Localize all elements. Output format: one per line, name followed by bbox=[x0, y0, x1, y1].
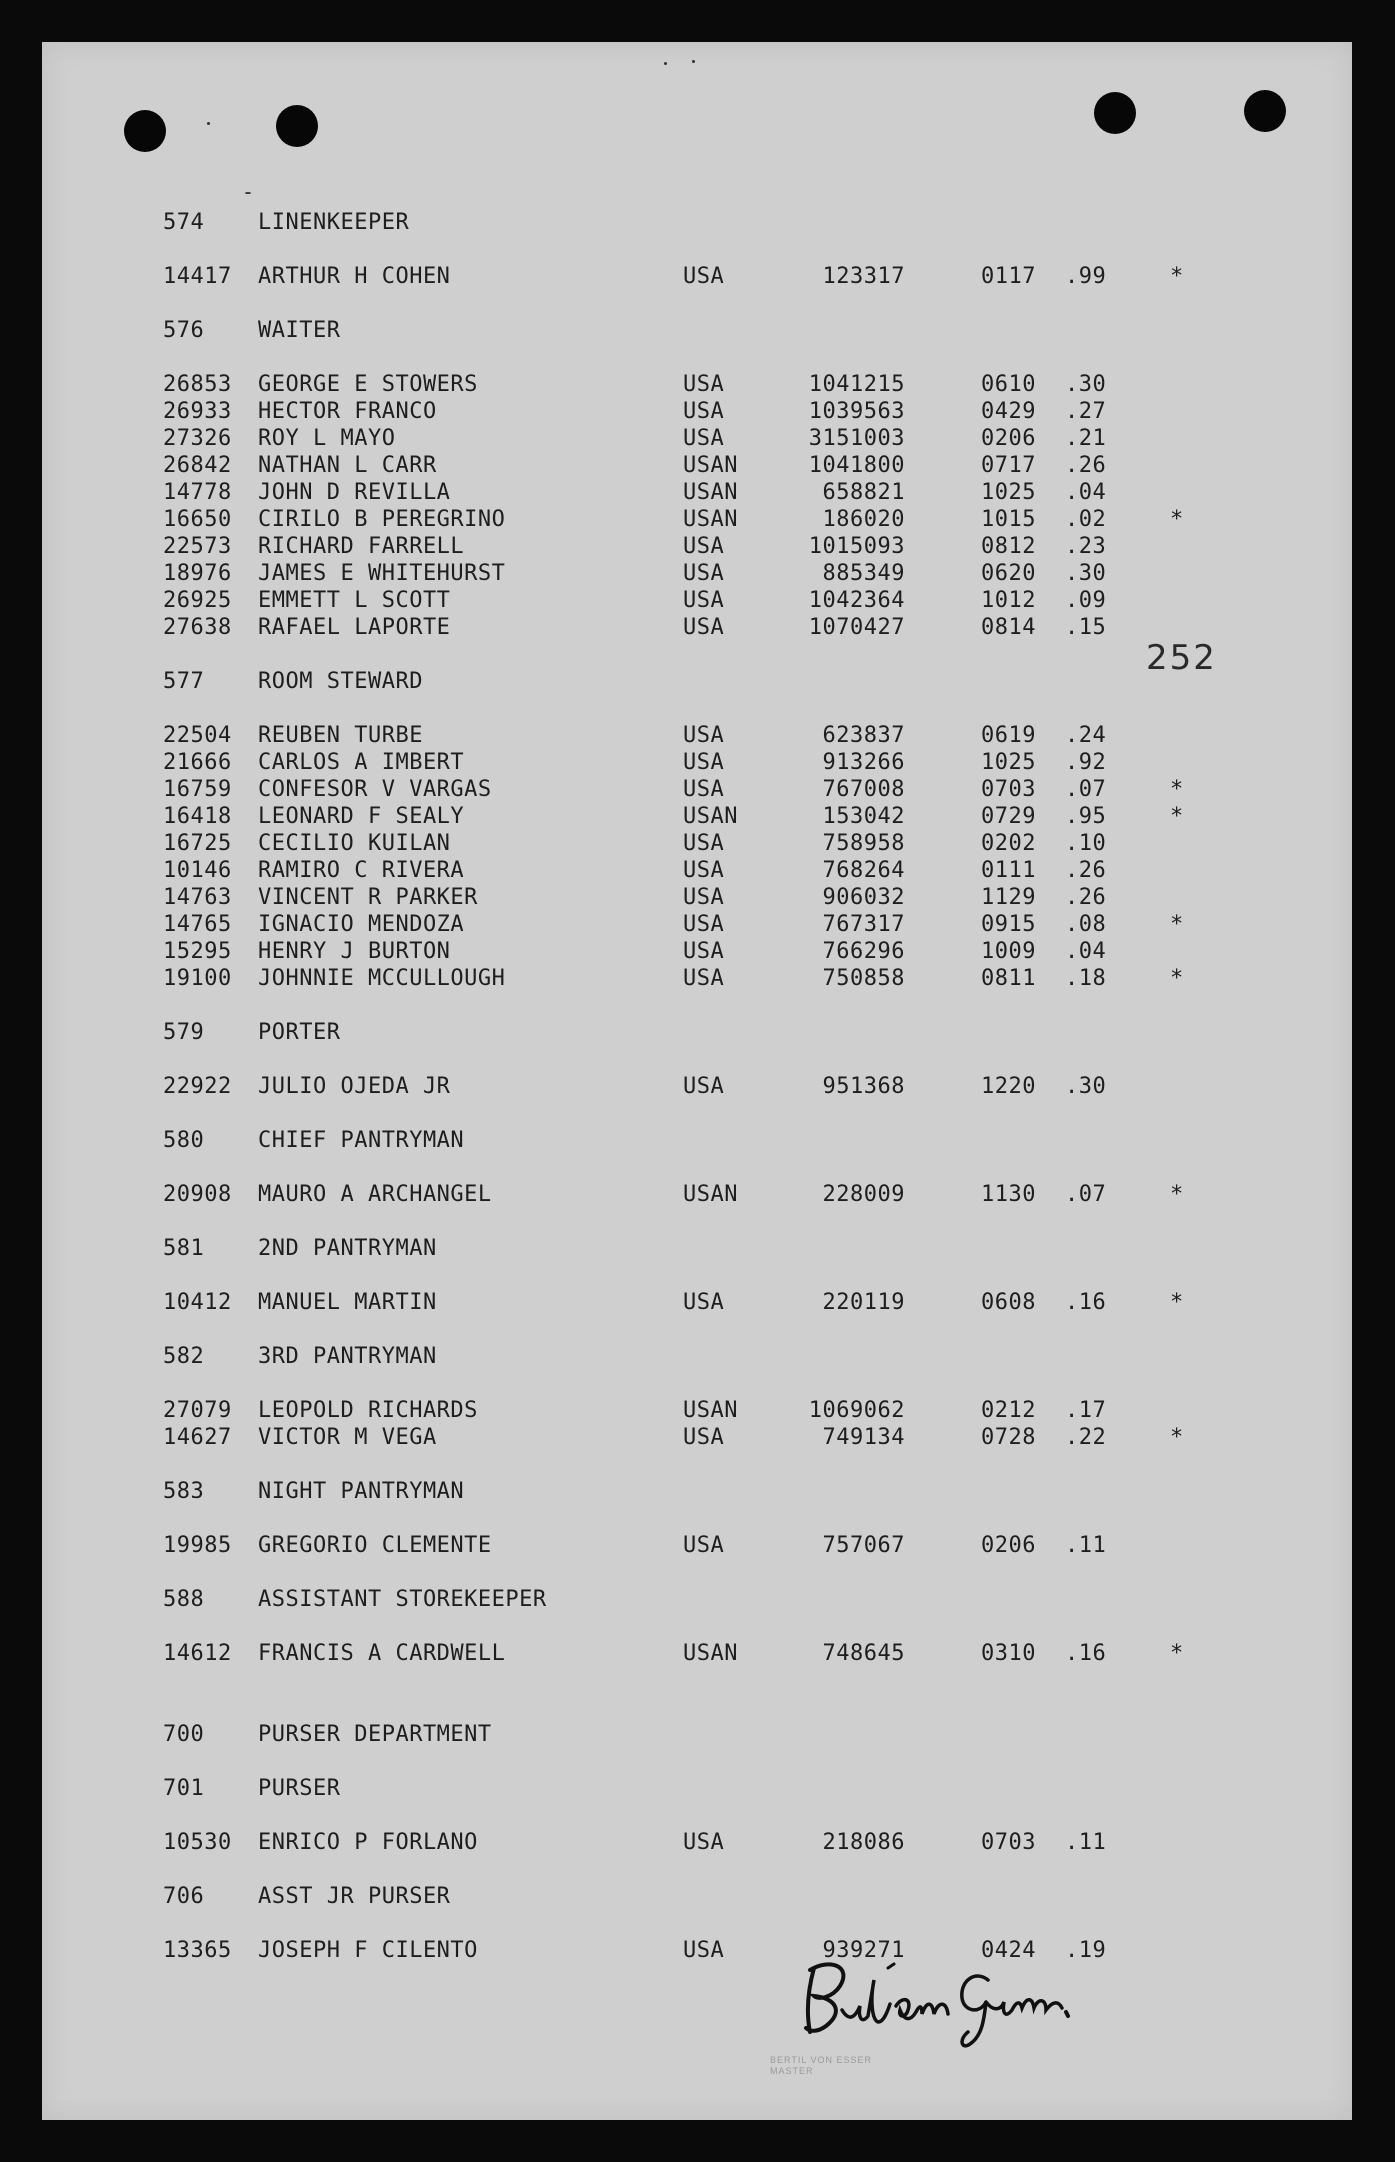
crew-row bbox=[0, 1533, 1395, 1559]
entry-number: 14417 bbox=[163, 264, 232, 289]
crew-row bbox=[0, 1182, 1395, 1208]
document-number: 939271 bbox=[822, 1938, 905, 1963]
entry-number: 16725 bbox=[163, 831, 232, 856]
entry-name: CECILIO KUILAN bbox=[258, 831, 451, 856]
entry-name: WAITER bbox=[258, 318, 341, 343]
document-number: 767317 bbox=[822, 912, 905, 937]
entry-name: GEORGE E STOWERS bbox=[258, 372, 478, 397]
rate-value: .23 bbox=[1065, 534, 1107, 559]
entry-number: 14765 bbox=[163, 912, 232, 937]
rate-value: .10 bbox=[1065, 831, 1107, 856]
entry-number: 582 bbox=[163, 1344, 205, 1369]
crew-row bbox=[0, 453, 1395, 479]
entry-name: ROOM STEWARD bbox=[258, 669, 423, 694]
asterisk-mark: * bbox=[1170, 966, 1184, 991]
rate-value: .26 bbox=[1065, 453, 1107, 478]
entry-name: VINCENT R PARKER bbox=[258, 885, 478, 910]
crew-row bbox=[0, 885, 1395, 911]
rating-heading bbox=[0, 1776, 1395, 1802]
entry-number: 14763 bbox=[163, 885, 232, 910]
nationality: USA bbox=[683, 399, 725, 424]
entry-name: HECTOR FRANCO bbox=[258, 399, 437, 424]
entry-name: PURSER bbox=[258, 1776, 341, 1801]
rating-heading bbox=[0, 1722, 1395, 1748]
crew-row bbox=[0, 750, 1395, 776]
crew-row bbox=[0, 426, 1395, 452]
crew-row bbox=[0, 1425, 1395, 1451]
entry-name: JOHN D REVILLA bbox=[258, 480, 451, 505]
entry-number: 22504 bbox=[163, 723, 232, 748]
entry-number: 26925 bbox=[163, 588, 232, 613]
date-code: 1220 bbox=[981, 1074, 1036, 1099]
date-code: 0202 bbox=[981, 831, 1036, 856]
punch-hole-2 bbox=[276, 105, 318, 147]
ink-speck bbox=[692, 60, 695, 63]
nationality: USA bbox=[683, 939, 725, 964]
rating-heading bbox=[0, 1884, 1395, 1910]
crew-row bbox=[0, 372, 1395, 398]
crew-row bbox=[0, 1938, 1395, 1964]
rate-value: .30 bbox=[1065, 561, 1107, 586]
crew-row bbox=[0, 264, 1395, 290]
nationality: USA bbox=[683, 1830, 725, 1855]
entry-name: MAURO A ARCHANGEL bbox=[258, 1182, 492, 1207]
rate-value: .95 bbox=[1065, 804, 1107, 829]
rate-value: .16 bbox=[1065, 1290, 1107, 1315]
asterisk-mark: * bbox=[1170, 1425, 1184, 1450]
date-code: 0111 bbox=[981, 858, 1036, 883]
document-number: 913266 bbox=[822, 750, 905, 775]
rating-heading bbox=[0, 1020, 1395, 1046]
entry-number: 10412 bbox=[163, 1290, 232, 1315]
crew-row bbox=[0, 912, 1395, 938]
entry-number: 18976 bbox=[163, 561, 232, 586]
asterisk-mark: * bbox=[1170, 507, 1184, 532]
crew-row bbox=[0, 1641, 1395, 1667]
document-number: 1069062 bbox=[808, 1398, 905, 1423]
crew-row bbox=[0, 777, 1395, 803]
entry-name: NATHAN L CARR bbox=[258, 453, 437, 478]
entry-number: 579 bbox=[163, 1020, 205, 1045]
date-code: 0620 bbox=[981, 561, 1036, 586]
crew-row bbox=[0, 480, 1395, 506]
entry-number: 20908 bbox=[163, 1182, 232, 1207]
crew-row bbox=[0, 804, 1395, 830]
rate-value: .11 bbox=[1065, 1830, 1107, 1855]
entry-name: GREGORIO CLEMENTE bbox=[258, 1533, 492, 1558]
document-number: 228009 bbox=[822, 1182, 905, 1207]
nationality: USA bbox=[683, 615, 725, 640]
entry-number: 27326 bbox=[163, 426, 232, 451]
entry-name: IGNACIO MENDOZA bbox=[258, 912, 465, 937]
date-code: 1025 bbox=[981, 480, 1036, 505]
nationality: USA bbox=[683, 1938, 725, 1963]
rating-heading bbox=[0, 318, 1395, 344]
entry-number: 16759 bbox=[163, 777, 232, 802]
date-code: 0728 bbox=[981, 1425, 1036, 1450]
entry-number: 16418 bbox=[163, 804, 232, 829]
entry-number: 574 bbox=[163, 210, 205, 235]
rate-value: .08 bbox=[1065, 912, 1107, 937]
asterisk-mark: * bbox=[1170, 804, 1184, 829]
document-number: 757067 bbox=[822, 1533, 905, 1558]
date-code: 1012 bbox=[981, 588, 1036, 613]
nationality: USA bbox=[683, 372, 725, 397]
nationality: USA bbox=[683, 1290, 725, 1315]
document-number: 1041215 bbox=[808, 372, 905, 397]
nationality: USA bbox=[683, 264, 725, 289]
document-number: 750858 bbox=[822, 966, 905, 991]
entry-number: 10146 bbox=[163, 858, 232, 883]
rate-value: .02 bbox=[1065, 507, 1107, 532]
nationality: USAN bbox=[683, 453, 738, 478]
entry-name: HENRY J BURTON bbox=[258, 939, 451, 964]
entry-number: 576 bbox=[163, 318, 205, 343]
nationality: USA bbox=[683, 1425, 725, 1450]
entry-number: 701 bbox=[163, 1776, 205, 1801]
nationality: USAN bbox=[683, 507, 738, 532]
crew-row bbox=[0, 858, 1395, 884]
signature-caption-name: BERTIL VON ESSER bbox=[770, 2055, 873, 2065]
rate-value: .11 bbox=[1065, 1533, 1107, 1558]
crew-row bbox=[0, 561, 1395, 587]
entry-number: 22573 bbox=[163, 534, 232, 559]
nationality: USA bbox=[683, 885, 725, 910]
nationality: USA bbox=[683, 1533, 725, 1558]
crew-row bbox=[0, 399, 1395, 425]
date-code: 0212 bbox=[981, 1398, 1036, 1423]
rate-value: .21 bbox=[1065, 426, 1107, 451]
entry-number: 13365 bbox=[163, 1938, 232, 1963]
asterisk-mark: * bbox=[1170, 264, 1184, 289]
entry-name: RAMIRO C RIVERA bbox=[258, 858, 465, 883]
rate-value: .30 bbox=[1065, 372, 1107, 397]
punch-hole-4 bbox=[1244, 90, 1286, 132]
entry-number: 26853 bbox=[163, 372, 232, 397]
nationality: USA bbox=[683, 966, 725, 991]
entry-name: JULIO OJEDA JR bbox=[258, 1074, 451, 1099]
nationality: USA bbox=[683, 723, 725, 748]
document-number: 767008 bbox=[822, 777, 905, 802]
entry-number: 21666 bbox=[163, 750, 232, 775]
entry-name: LEONARD F SEALY bbox=[258, 804, 465, 829]
crew-row bbox=[0, 507, 1395, 533]
entry-name: CONFESOR V VARGAS bbox=[258, 777, 492, 802]
rating-heading bbox=[0, 1236, 1395, 1262]
rate-value: .24 bbox=[1065, 723, 1107, 748]
nationality: USAN bbox=[683, 1182, 738, 1207]
entry-name: REUBEN TURBE bbox=[258, 723, 423, 748]
entry-name: ROY L MAYO bbox=[258, 426, 396, 451]
rate-value: .27 bbox=[1065, 399, 1107, 424]
date-code: 0206 bbox=[981, 426, 1036, 451]
document-number: 748645 bbox=[822, 1641, 905, 1666]
entry-name: ASSISTANT STOREKEEPER bbox=[258, 1587, 547, 1612]
ink-speck bbox=[664, 62, 667, 65]
date-code: 0915 bbox=[981, 912, 1036, 937]
document-number: 885349 bbox=[822, 561, 905, 586]
rate-value: .04 bbox=[1065, 939, 1107, 964]
signature-caption-title: MASTER bbox=[770, 2066, 814, 2076]
document-number: 1042364 bbox=[808, 588, 905, 613]
rate-value: .16 bbox=[1065, 1641, 1107, 1666]
document-number: 766296 bbox=[822, 939, 905, 964]
date-code: 0610 bbox=[981, 372, 1036, 397]
entry-number: 581 bbox=[163, 1236, 205, 1261]
entry-name: EMMETT L SCOTT bbox=[258, 588, 451, 613]
document-number: 951368 bbox=[822, 1074, 905, 1099]
document-number: 1070427 bbox=[808, 615, 905, 640]
rating-heading bbox=[0, 1344, 1395, 1370]
date-code: 1130 bbox=[981, 1182, 1036, 1207]
document-number: 623837 bbox=[822, 723, 905, 748]
rate-value: .17 bbox=[1065, 1398, 1107, 1423]
asterisk-mark: * bbox=[1170, 1182, 1184, 1207]
entry-name: JOSEPH F CILENTO bbox=[258, 1938, 478, 1963]
master-signature bbox=[770, 1940, 1080, 2070]
entry-number: 22922 bbox=[163, 1074, 232, 1099]
date-code: 1129 bbox=[981, 885, 1036, 910]
rate-value: .15 bbox=[1065, 615, 1107, 640]
document-number: 758958 bbox=[822, 831, 905, 856]
entry-name: JAMES E WHITEHURST bbox=[258, 561, 506, 586]
entry-name: JOHNNIE MCCULLOUGH bbox=[258, 966, 506, 991]
rating-heading bbox=[0, 1479, 1395, 1505]
entry-name: 2ND PANTRYMAN bbox=[258, 1236, 437, 1261]
date-code: 0117 bbox=[981, 264, 1036, 289]
nationality: USA bbox=[683, 426, 725, 451]
nationality: USAN bbox=[683, 1641, 738, 1666]
document-number: 153042 bbox=[822, 804, 905, 829]
entry-name: MANUEL MARTIN bbox=[258, 1290, 437, 1315]
nationality: USA bbox=[683, 912, 725, 937]
rating-heading bbox=[0, 1587, 1395, 1613]
document-number: 123317 bbox=[822, 264, 905, 289]
entry-number: 19100 bbox=[163, 966, 232, 991]
page-number: 252 bbox=[1146, 638, 1217, 678]
entry-name: ARTHUR H COHEN bbox=[258, 264, 451, 289]
rate-value: .19 bbox=[1065, 1938, 1107, 1963]
date-code: 1009 bbox=[981, 939, 1036, 964]
ink-speck bbox=[245, 192, 251, 194]
punch-hole-3 bbox=[1094, 92, 1136, 134]
entry-name: CHIEF PANTRYMAN bbox=[258, 1128, 465, 1153]
asterisk-mark: * bbox=[1170, 1641, 1184, 1666]
crew-row bbox=[0, 831, 1395, 857]
document-number: 749134 bbox=[822, 1425, 905, 1450]
crew-row bbox=[0, 588, 1395, 614]
entry-number: 27079 bbox=[163, 1398, 232, 1423]
entry-number: 700 bbox=[163, 1722, 205, 1747]
date-code: 0703 bbox=[981, 1830, 1036, 1855]
date-code: 1025 bbox=[981, 750, 1036, 775]
date-code: 0703 bbox=[981, 777, 1036, 802]
entry-name: ASST JR PURSER bbox=[258, 1884, 451, 1909]
nationality: USA bbox=[683, 1074, 725, 1099]
date-code: 0310 bbox=[981, 1641, 1036, 1666]
rate-value: .04 bbox=[1065, 480, 1107, 505]
entry-name: CARLOS A IMBERT bbox=[258, 750, 465, 775]
document-number: 1015093 bbox=[808, 534, 905, 559]
entry-number: 19985 bbox=[163, 1533, 232, 1558]
crew-row bbox=[0, 939, 1395, 965]
crew-row bbox=[0, 1290, 1395, 1316]
ink-speck bbox=[207, 122, 210, 125]
entry-name: ENRICO P FORLANO bbox=[258, 1830, 478, 1855]
date-code: 0814 bbox=[981, 615, 1036, 640]
crew-row bbox=[0, 1074, 1395, 1100]
nationality: USAN bbox=[683, 480, 738, 505]
date-code: 0424 bbox=[981, 1938, 1036, 1963]
date-code: 0729 bbox=[981, 804, 1036, 829]
entry-number: 26933 bbox=[163, 399, 232, 424]
date-code: 0619 bbox=[981, 723, 1036, 748]
rate-value: .92 bbox=[1065, 750, 1107, 775]
asterisk-mark: * bbox=[1170, 777, 1184, 802]
entry-name: NIGHT PANTRYMAN bbox=[258, 1479, 465, 1504]
entry-number: 577 bbox=[163, 669, 205, 694]
entry-name: FRANCIS A CARDWELL bbox=[258, 1641, 506, 1666]
document-number: 1039563 bbox=[808, 399, 905, 424]
document-number: 220119 bbox=[822, 1290, 905, 1315]
nationality: USA bbox=[683, 831, 725, 856]
date-code: 0811 bbox=[981, 966, 1036, 991]
entry-name: LEOPOLD RICHARDS bbox=[258, 1398, 478, 1423]
crew-row bbox=[0, 966, 1395, 992]
nationality: USA bbox=[683, 777, 725, 802]
rate-value: .99 bbox=[1065, 264, 1107, 289]
crew-row bbox=[0, 1398, 1395, 1424]
crew-row bbox=[0, 534, 1395, 560]
rate-value: .22 bbox=[1065, 1425, 1107, 1450]
date-code: 0429 bbox=[981, 399, 1036, 424]
nationality: USA bbox=[683, 561, 725, 586]
entry-name: 3RD PANTRYMAN bbox=[258, 1344, 437, 1369]
rate-value: .30 bbox=[1065, 1074, 1107, 1099]
rating-heading bbox=[0, 1128, 1395, 1154]
punch-hole-1 bbox=[124, 110, 166, 152]
entry-name: PORTER bbox=[258, 1020, 341, 1045]
entry-number: 583 bbox=[163, 1479, 205, 1504]
rating-heading bbox=[0, 210, 1395, 236]
asterisk-mark: * bbox=[1170, 1290, 1184, 1315]
rate-value: .18 bbox=[1065, 966, 1107, 991]
entry-number: 14778 bbox=[163, 480, 232, 505]
rate-value: .26 bbox=[1065, 858, 1107, 883]
rate-value: .09 bbox=[1065, 588, 1107, 613]
entry-name: RAFAEL LAPORTE bbox=[258, 615, 451, 640]
asterisk-mark: * bbox=[1170, 912, 1184, 937]
entry-number: 15295 bbox=[163, 939, 232, 964]
nationality: USA bbox=[683, 750, 725, 775]
rate-value: .26 bbox=[1065, 885, 1107, 910]
entry-number: 27638 bbox=[163, 615, 232, 640]
entry-name: CIRILO B PEREGRINO bbox=[258, 507, 506, 532]
nationality: USA bbox=[683, 858, 725, 883]
document-number: 1041800 bbox=[808, 453, 905, 478]
entry-number: 14627 bbox=[163, 1425, 232, 1450]
date-code: 0608 bbox=[981, 1290, 1036, 1315]
entry-number: 10530 bbox=[163, 1830, 232, 1855]
date-code: 0206 bbox=[981, 1533, 1036, 1558]
nationality: USA bbox=[683, 534, 725, 559]
entry-name: RICHARD FARRELL bbox=[258, 534, 465, 559]
crew-row bbox=[0, 723, 1395, 749]
entry-name: VICTOR M VEGA bbox=[258, 1425, 437, 1450]
document-number: 186020 bbox=[822, 507, 905, 532]
date-code: 1015 bbox=[981, 507, 1036, 532]
nationality: USAN bbox=[683, 1398, 738, 1423]
entry-number: 14612 bbox=[163, 1641, 232, 1666]
document-number: 768264 bbox=[822, 858, 905, 883]
nationality: USAN bbox=[683, 804, 738, 829]
rate-value: .07 bbox=[1065, 777, 1107, 802]
entry-number: 26842 bbox=[163, 453, 232, 478]
document-number: 218086 bbox=[822, 1830, 905, 1855]
entry-name: PURSER DEPARTMENT bbox=[258, 1722, 492, 1747]
entry-number: 588 bbox=[163, 1587, 205, 1612]
entry-number: 706 bbox=[163, 1884, 205, 1909]
date-code: 0812 bbox=[981, 534, 1036, 559]
nationality: USA bbox=[683, 588, 725, 613]
entry-number: 580 bbox=[163, 1128, 205, 1153]
document-number: 3151003 bbox=[808, 426, 905, 451]
entry-name: LINENKEEPER bbox=[258, 210, 410, 235]
document-number: 906032 bbox=[822, 885, 905, 910]
date-code: 0717 bbox=[981, 453, 1036, 478]
entry-number: 16650 bbox=[163, 507, 232, 532]
rate-value: .07 bbox=[1065, 1182, 1107, 1207]
document-number: 658821 bbox=[822, 480, 905, 505]
crew-row bbox=[0, 1830, 1395, 1856]
